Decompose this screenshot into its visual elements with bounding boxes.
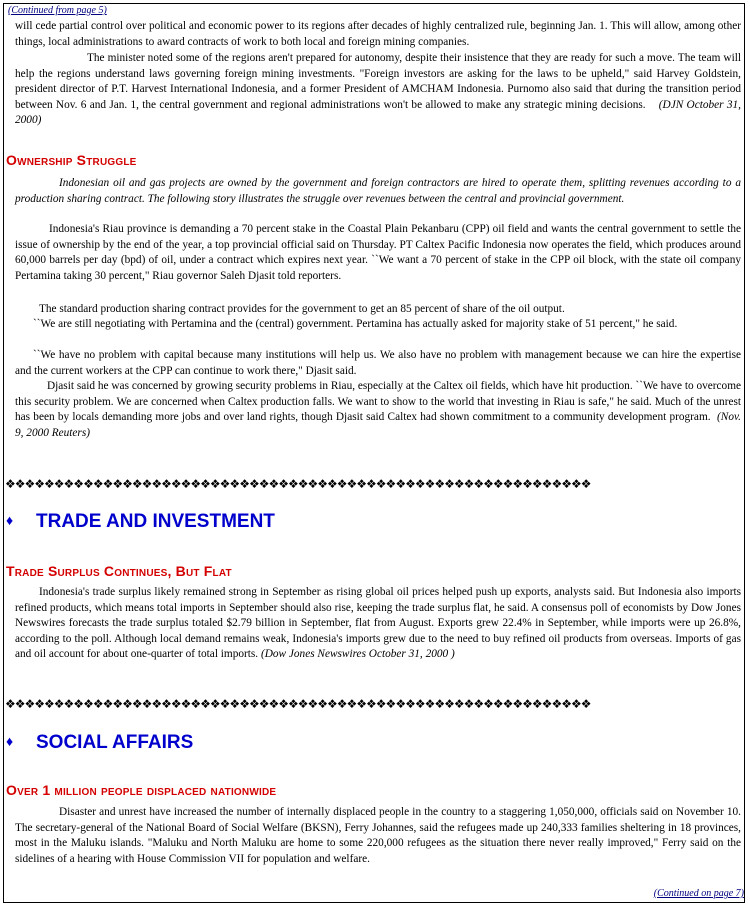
- ownership-paragraph-1: Indonesia's Riau province is demanding a 70 percent stake in the Coastal Plain Pekanbaru (CPP) oil field and wants the central government to settle the issue of ownership by the end of the year, a top provincial official said on Thursday. PT Caltex Pacific Indonesia now operates the field, which produces around 60,000 barrels per day (bpd) of oil, under a contract which expires next year. ``We want a 70 percent of stake in the CPP oil block, with the state oil company Pertamina taking 30 percent," Riau governor Saleh Djasit told reporters.: [15, 223, 741, 282]
- diamond-bullet-icon: ♦: [6, 512, 14, 528]
- intro-paragraph-2: [15, 51, 741, 129]
- section-social-affairs: [6, 732, 193, 754]
- intro-paragraph-2-text: The minister noted some of the regions aren't prepared for autonomy, despite their insistence that they are ready for such a move. The team will help the regions understand laws governing foreign mining investments. "Foreign investors are asking for the laws to be upheld," said Harvey Goldstein, president director of P.T. Harvest International Indonesia, and a former President of AMCHAM Indonesia. Purnomo also said that during the transition period between Nov. 6 and Jan. 1, the central government and regional administrations won't be allowed to make any strategic mining decisions.: [15, 52, 741, 111]
- section-trade-investment: [6, 511, 275, 533]
- trade-paragraph-text: Indonesia's trade surplus likely remained strong in September as rising global oil prices helped push up exports, analysts said. But Indonesia also imports refined products, which means total imports in September should also rise, keeping the trade surplus flat, he said. A consensus poll of economists by Dow Jones Newswires forecasts the trade surplus totaled $2.79 billion in September, flat from August. Exports grew 22.4% in September, while imports were up 26.8%, according to the poll. Although local demand remains weak, Indonesia's imports grew due to the need to buy refined oil products from overseas. Imports of gas and oil account for about one-quarter of total imports.: [15, 586, 741, 661]
- section-title: SOCIAL AFFAIRS: [36, 732, 194, 753]
- ownership-paragraph-3: ``We are still negotiating with Pertamina and the (central) government. Pertamina has actually asked for majority stake of 51 percent," he said.: [33, 318, 678, 330]
- ownership-paragraph-4: ``We have no problem with capital because many institutions will help us. We also have no problem with management because we can hire the expertise and the current workers at the CPP can continue to work there," Djasit said.: [15, 349, 741, 377]
- trade-surplus-heading: Trade Surplus Continues, But Flat: [6, 563, 232, 579]
- intro-paragraph-1: will cede partial control over political and economic power to its regions after decades of highly centralized rule, beginning Jan. 1. This will allow, among other things, local administrations to award contracts of work to both local and foreign mining companies.: [15, 20, 741, 48]
- ownership-paragraph-5: [15, 379, 741, 441]
- diamond-bullet-icon: ♦: [6, 733, 14, 749]
- ownership-paragraph-2: The standard production sharing contract provides for the government to get an 85 percent of share of the oil output.: [39, 303, 565, 315]
- section-title: TRADE AND INVESTMENT: [36, 511, 275, 532]
- social-paragraph: Disaster and unrest have increased the number of internally displaced people in the country to a staggering 1,050,000, officials said on November 10. The secretary-general of the National Board of Social Welfare (BKSN), Ferry Johannes, said the refugees made up 240,333 families sheltering in 18 provinces, most in the Maluku islands. "Maluku and North Maluku are home to some 220,000 refugees as the situation there never really improved," Ferry said on the sidelines of a hearing with House Commission VII for population and welfare.: [15, 806, 741, 865]
- ownership-source: (Nov. 9, 2000 Reuters): [15, 411, 741, 439]
- trade-source: (Dow Jones Newswires October 31, 2000 ): [260, 648, 455, 661]
- intro-source: (DJN October 31, 2000): [15, 98, 741, 127]
- trade-paragraph: [15, 585, 741, 663]
- ornament-divider: ❖❖❖❖❖❖❖❖❖❖❖❖❖❖❖❖❖❖❖❖❖❖❖❖❖❖❖❖❖❖❖❖❖❖❖❖❖❖❖❖❖❖❖❖❖❖❖❖❖❖❖❖❖❖❖❖❖❖❖❖: [5, 477, 591, 491]
- displaced-people-heading: Over 1 million people displaced nationwide: [6, 782, 277, 798]
- ownership-lead: Indonesian oil and gas projects are owned by the government and foreign contractors are hired to operate them, splitting revenues according to a production sharing contract. The following story illustrates the struggle over revenues between the central and provincial government.: [15, 177, 741, 205]
- ownership-paragraph-5-text: Djasit said he was concerned by growing security problems in Riau, especially at the Caltex oil fields, which have hit production. ``We have to overcome this security problem. We are concerned when Caltex production falls. We want to show to the world that investing in Riau is safe," he said. Much of the unrest has been by locals demanding more jobs and over land rights, though Djasit said Caltex had shown commitment to a community development program.: [15, 380, 741, 424]
- continued-from-link[interactable]: (Continued from page 5): [8, 5, 107, 16]
- ornament-divider: ❖❖❖❖❖❖❖❖❖❖❖❖❖❖❖❖❖❖❖❖❖❖❖❖❖❖❖❖❖❖❖❖❖❖❖❖❖❖❖❖❖❖❖❖❖❖❖❖❖❖❖❖❖❖❖❖❖❖❖❖: [5, 697, 591, 711]
- continued-on-link[interactable]: (Continued on page 7): [653, 888, 744, 899]
- ownership-heading: Ownership Struggle: [6, 152, 137, 168]
